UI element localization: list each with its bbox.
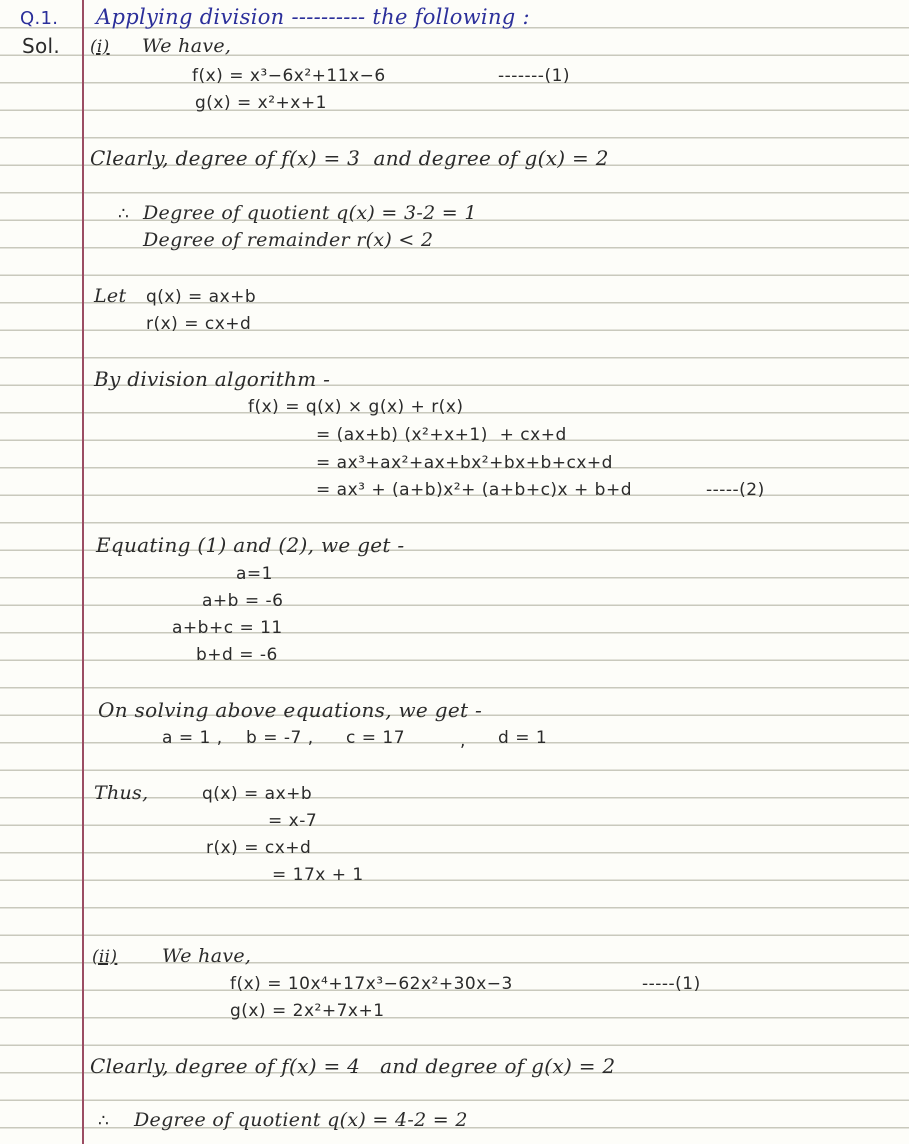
part1-quotient-degree: Degree of quotient q(x) = 3-2 = 1 [143,202,477,224]
part2-f-equation-tag: -----(1) [642,974,701,994]
result-line: = 17x + 1 [272,865,364,885]
part1-f-equation-tag: -------(1) [498,66,571,86]
equation: a+b = -6 [202,591,284,611]
result-line: q(x) = ax+b [202,784,313,804]
part2-quotient-degree: Degree of quotient q(x) = 4-2 = 2 [134,1109,468,1131]
result-line: r(x) = cx+d [206,838,312,858]
solution-label: Sol. [22,34,61,58]
equation: a=1 [236,564,273,584]
solution-c: c = 17 [346,728,406,748]
algo-step: = (ax+b) (x²+x+1) + cx+d [316,425,567,445]
question-text: Applying division ---------- the following : [96,5,530,29]
part1-remainder-degree: Degree of remainder r(x) < 2 [143,229,434,251]
part2-degree-statement: Clearly, degree of f(x) = 4 and degree of g(x) = 2 [90,1054,616,1078]
division-algorithm-heading: By division algorithm - [94,367,331,391]
part1-g-definition: g(x) = x²+x+1 [195,93,327,113]
r-assumption: r(x) = cx+d [146,314,252,334]
solution-d: d = 1 [498,728,548,748]
part2-label: (ii) [92,947,118,967]
therefore-symbol: ∴ [98,1111,110,1131]
let-label: Let [94,285,127,307]
therefore-symbol: ∴ [118,204,130,224]
equation: b+d = -6 [196,645,278,665]
equating-heading: Equating (1) and (2), we get - [96,533,405,557]
solution-a: a = 1 , [162,728,223,748]
algo-step: = ax³+ax²+ax+bx²+bx+b+cx+d [316,453,613,473]
result-line: = x-7 [268,811,318,831]
part1-label: (i) [90,37,110,57]
part1-f-definition: f(x) = x³−6x²+11x−6 [192,66,386,86]
part2-f-definition: f(x) = 10x⁴+17x³−62x²+30x−3 [230,974,513,994]
part1-degree-statement: Clearly, degree of f(x) = 3 and degree of g(x) = 2 [90,146,609,170]
solving-heading: On solving above equations, we get - [98,698,483,722]
notebook-margin-line [82,0,84,1144]
question-label: Q.1. [20,8,59,29]
q-assumption: q(x) = ax+b [146,287,257,307]
thus-label: Thus, [94,782,149,804]
part2-g-definition: g(x) = 2x²+7x+1 [230,1001,385,1021]
solution-b: b = -7 , [246,728,314,748]
algo-step: f(x) = q(x) × g(x) + r(x) [248,397,464,417]
algo-step: = ax³ + (a+b)x²+ (a+b+c)x + b+d [316,480,632,500]
part1-intro: We have, [142,35,232,57]
part2-intro: We have, [162,945,252,967]
solution-separator: , [460,731,466,751]
equation: a+b+c = 11 [172,618,283,638]
algo-equation-tag: -----(2) [706,480,765,500]
